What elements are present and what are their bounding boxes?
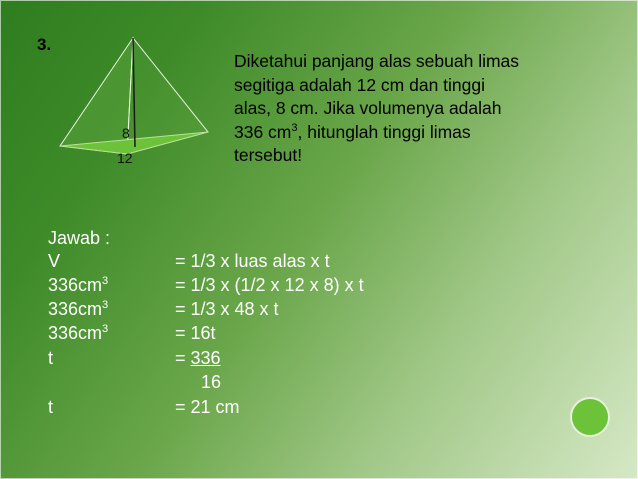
problem-number: 3. (37, 35, 52, 54)
superscript: 3 (102, 323, 109, 335)
question-line (234, 121, 604, 145)
question-text (234, 50, 604, 168)
pyramid-figure (40, 34, 230, 174)
fraction-denominator: 16 (201, 372, 222, 392)
height-label: 8 (122, 125, 130, 141)
superscript: 3 (102, 299, 109, 311)
answer-rhs: = 1/3 x luas alas x t (175, 251, 330, 271)
answer-lhs: t (48, 348, 54, 368)
decorative-circle (570, 397, 610, 437)
question-line: alas, 8 cm. Jika volumenya adalah (234, 98, 502, 118)
answer-lhs: $336cm^3$ (48, 323, 109, 343)
question-line: Diketahui panjang alas sebuah limas (234, 51, 520, 71)
answer-lhs: t (48, 397, 54, 417)
answer-rhs: = 336 (175, 348, 221, 368)
answer-rhs: = 16t (175, 323, 216, 343)
answer-lhs: $336cm^3$ (48, 299, 109, 319)
answer-lhs: V (48, 251, 61, 271)
answer-title: Jawab : (48, 228, 111, 248)
answer-lhs: $336cm^3$ (48, 275, 109, 295)
question-line: tersebut! (234, 145, 303, 165)
question-volume: 336 cm (234, 121, 292, 142)
question-line: segitiga adalah 12 cm dan tinggi (234, 74, 486, 95)
base-label: 12 (117, 150, 133, 166)
superscript: 3 (102, 275, 109, 287)
question-line-tail: , hitunglah tinggi limas (297, 121, 471, 142)
fraction-numerator: 336 (190, 348, 221, 368)
answer-rhs: = 1/3 x 48 x t (175, 299, 279, 319)
answer-rhs: = 1/3 x (1/2 x 12 x 8) x t (175, 275, 364, 295)
superscript: 3 (291, 121, 298, 134)
answer-rhs: = 21 cm (175, 397, 240, 417)
